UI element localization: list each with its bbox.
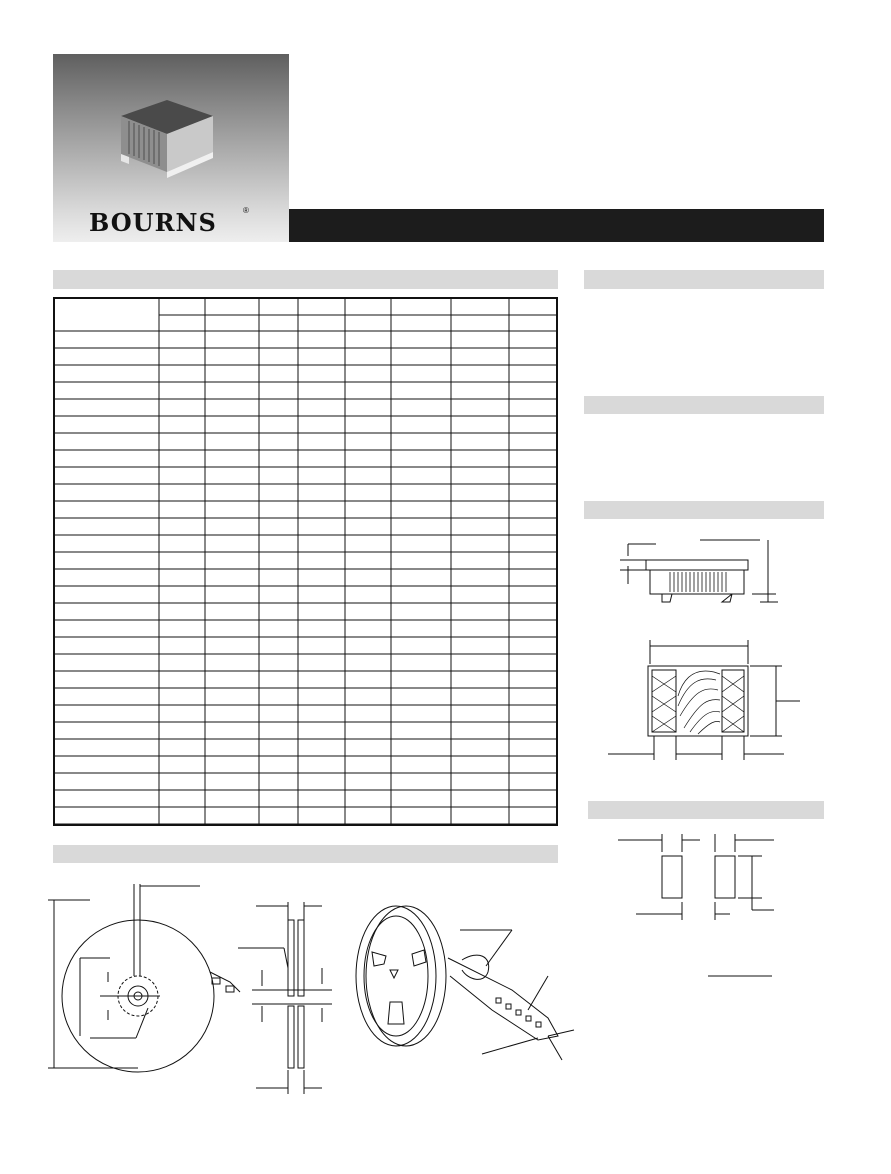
product-dimensions-header-bar (584, 501, 824, 519)
reel-perspective-diagram (352, 900, 582, 1070)
side-view-diagram (600, 532, 790, 612)
packaging-header-bar (53, 845, 558, 863)
bourns-logo: BOURNS (89, 208, 217, 237)
electrical-specifications-table (53, 297, 558, 826)
recommended-layout-header-bar (588, 801, 824, 819)
table-grid (55, 299, 556, 824)
specifications-header-bar (53, 270, 558, 289)
top-view-diagram (604, 636, 804, 764)
title-bar (289, 209, 824, 242)
reel-front-view-diagram (40, 878, 250, 1078)
features-header-bar (584, 270, 824, 289)
registered-mark: ® (243, 206, 249, 215)
applications-header-bar (584, 396, 824, 414)
recommended-layout-diagram (612, 832, 792, 982)
product-photo (53, 54, 289, 242)
inductor-chip-image (115, 94, 225, 184)
reel-side-view-diagram (232, 898, 332, 1098)
